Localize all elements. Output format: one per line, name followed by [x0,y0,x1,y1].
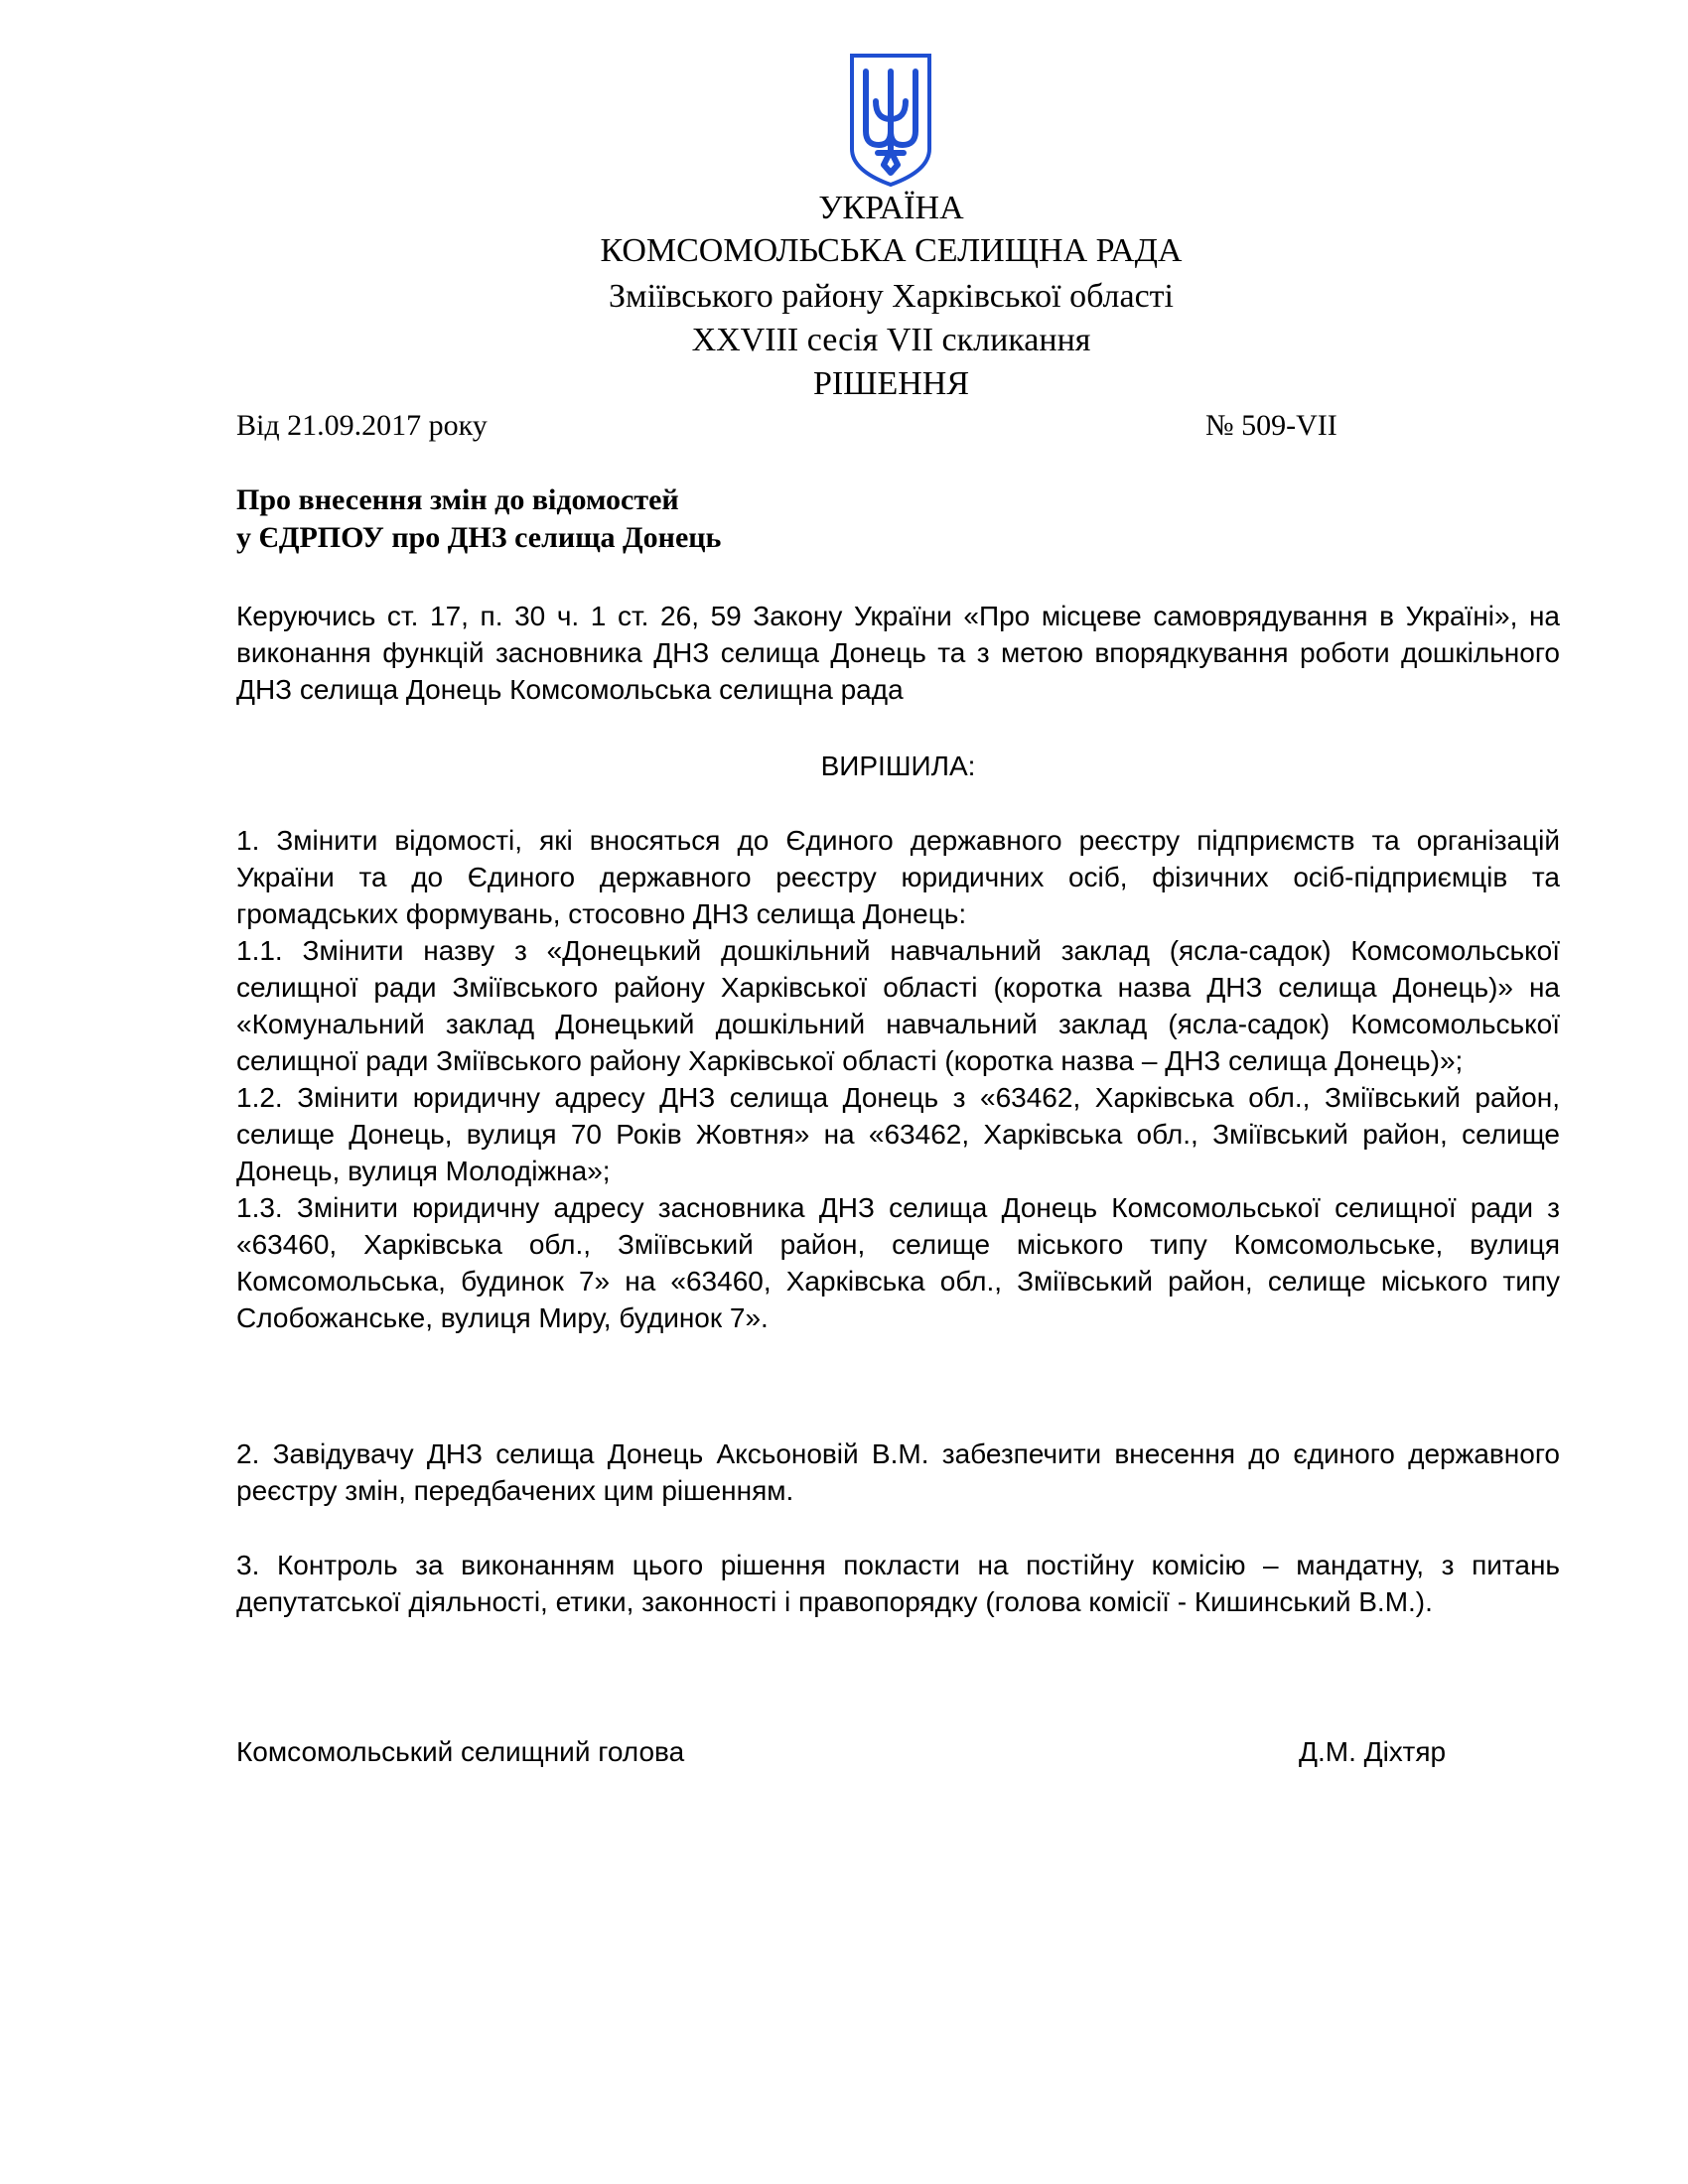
item-1-2-text: 1.2. Змінити юридичну адресу ДНЗ селища Донець з «63462, Харківська обл., Зміївський район, селище Донець, вулиця 70 Років Жовтня» на «63462, Харківська обл., Зміївський район, селище Донець, вулиця Молодіжна»; [236,1082,1560,1186]
country-heading: УКРАЇНА [818,190,964,226]
item-1-3-text: 1.3. Змінити юридичну адресу засновника ДНЗ селища Донець Комсомольської селищної ради з «63460, Харківська обл., Зміївський район, селище міського типу Комсомольське, вулиця Комсомольська, будинок 7» на «63460, Харківська обл., Зміївський район, селище міського типу Слобожанське, вулиця Миру, будинок 7». [236,1192,1560,1333]
session-heading: XXVIII сесія VII скликання [691,322,1091,358]
signature-role: Комсомольський селищний голова [236,1736,685,1767]
district-heading: Зміївського району Харківської області [609,278,1174,315]
preamble-paragraph [236,598,1560,708]
decision-number: № 509-VII [1205,409,1337,442]
signature-name: Д.М. Діхтяр [1299,1736,1447,1767]
preamble-text: Керуючись ст. 17, п. 30 ч. 1 ст. 26, 59 Закону України «Про місцеве самоврядування в Україні», на виконання функцій засновника ДНЗ селища Донець та з метою впорядкування роботи дошкільного ДНЗ селища Донець Комсомольська селищна рада [236,601,1560,705]
ukraine-trident-emblem-icon [846,50,935,189]
item-3-text: 3. Контроль за виконанням цього рішення покласти на постійну комісію – мандатну, з питань депутатської діяльності, етики, законності і правопорядку (голова комісії - Кишинський В.М.). [236,1550,1560,1617]
decision-item-2 [236,1435,1560,1509]
subject-line-2: у ЄДРПОУ про ДНЗ селища Донець [236,521,722,554]
item-1-1-text: 1.1. Змінити назву з «Донецький дошкільний навчальний заклад (ясла-садок) Комсомольської селищної ради Зміївського району Харківської області (коротка назва ДНЗ селища Донець)» на «Комунальний заклад Донецький дошкільний навчальний заклад (ясла-садок) Комсомольської селищної ради Зміївського району Харківської області (коротка назва – ДНЗ селища Донець)»; [236,935,1560,1076]
document-type-heading: РІШЕННЯ [812,365,970,402]
subject-line-1: Про внесення змін до відомостей [236,483,679,516]
item-1-text: 1. Змінити відомості, які вносяться до Єдиного державного реєстру підприємств та організацій України та до Єдиного державного реєстру юридичних осіб, фізичних осіб-підприємців та громадських формувань, стосовно ДНЗ селища Донець: [236,825,1560,929]
decision-item-1 [236,822,1560,1336]
council-heading: КОМСОМОЛЬСЬКА СЕЛИЩНА РАДА [600,232,1183,269]
decided-heading: ВИРІШИЛА: [820,751,976,781]
decision-subject [236,481,721,557]
decision-item-3 [236,1547,1560,1620]
decision-date: Від 21.09.2017 року [236,409,488,442]
item-2-text: 2. Завідувачу ДНЗ селища Донець Аксьоновій В.М. забезпечити внесення до єдиного державного реєстру змін, передбачених цим рішенням. [236,1438,1560,1506]
